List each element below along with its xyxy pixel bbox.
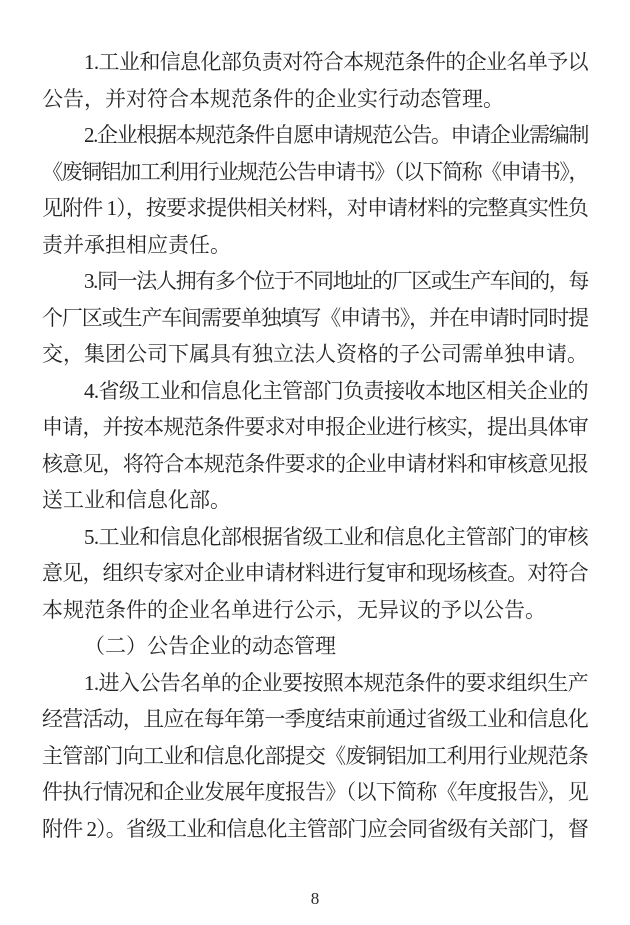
text-line: 件执行情况和企业发展年度报告》（以下简称《年度报告》，见 (42, 780, 588, 804)
text-line: 附件 2）。省级工业和信息化主管部门应会同省级有关部门，督 (42, 816, 588, 841)
text-line: 个厂区或生产车间需要单独填写《申请书》，并在申请时同时提 (42, 305, 588, 330)
text-line: 《废铜铝加工利用行业规范公告申请书》（以下简称《申请书》， (42, 159, 588, 184)
text-line: 公告，并对符合本规范条件的企业实行动态管理。 (42, 86, 504, 111)
text-line: 责并承担相应责任。 (42, 232, 231, 257)
text-line: 1.工业和信息化部负责对符合本规范条件的企业名单予以 (84, 50, 588, 74)
text-line: 5.工业和信息化部根据省级工业和信息化主管部门的审核 (84, 524, 588, 549)
text-line: 经营活动，且应在每年第一季度结束前通过省级工业和信息化 (42, 707, 588, 731)
text-line: 送工业和信息化部。 (42, 488, 231, 512)
document-body (42, 44, 588, 847)
text-line: 意见，组织专家对企业申请材料进行复审和现场核查。对符合 (42, 561, 588, 585)
text-line: 交，集团公司下属具有独立法人资格的子公司需单独申请。 (42, 342, 588, 366)
text-line: 见附件 1），按要求提供相关材料，对申请材料的完整真实性负 (42, 196, 588, 220)
text-line: （二）公告企业的动态管理 (84, 634, 336, 658)
text-line: 主管部门向工业和信息化部提交《废铜铝加工利用行业规范条 (42, 743, 588, 768)
text-line: 核意见，将符合本规范条件要求的企业申请材料和审核意见报 (42, 451, 588, 476)
text-line: 申请，并按本规范条件要求对申报企业进行核实，提出具体审 (42, 415, 588, 439)
text-line: 本规范条件的企业名单进行公示，无异议的予以公告。 (42, 597, 546, 622)
text-line: 3.同一法人拥有多个位于不同地址的厂区或生产车间的，每 (84, 269, 588, 293)
page-number: 8 (310, 889, 320, 908)
text-line: 2.企业根据本规范条件自愿申请规范公告。申请企业需编制 (84, 123, 588, 147)
text-line: 1.进入公告名单的企业要按照本规范条件的要求组织生产 (84, 670, 588, 695)
text-line: 4.省级工业和信息化主管部门负责接收本地区相关企业的 (84, 378, 588, 403)
